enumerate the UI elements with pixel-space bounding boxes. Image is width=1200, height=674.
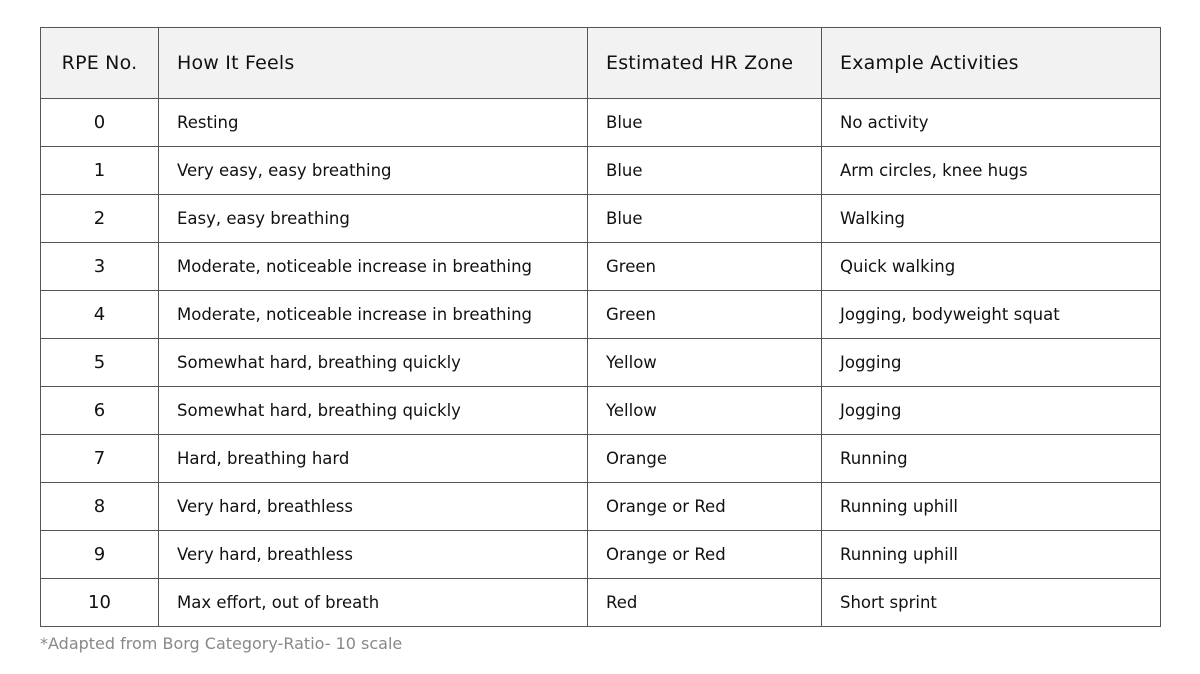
cell-how-it-feels: Resting (159, 99, 588, 147)
cell-how-it-feels: Hard, breathing hard (159, 435, 588, 483)
rpe-table (40, 27, 1161, 627)
table-row (41, 387, 1161, 435)
table-row (41, 243, 1161, 291)
table-row (41, 579, 1161, 627)
cell-example-activities: Quick walking (822, 243, 1161, 291)
cell-how-it-feels: Very hard, breathless (159, 531, 588, 579)
cell-rpe-number: 10 (41, 579, 159, 627)
cell-example-activities: Short sprint (822, 579, 1161, 627)
cell-rpe-number: 0 (41, 99, 159, 147)
table-header-row (41, 28, 1161, 99)
cell-how-it-feels: Easy, easy breathing (159, 195, 588, 243)
cell-hr-zone: Yellow (588, 387, 822, 435)
cell-hr-zone: Orange or Red (588, 483, 822, 531)
header-hr-zone: Estimated HR Zone (588, 28, 822, 99)
cell-how-it-feels: Somewhat hard, breathing quickly (159, 387, 588, 435)
cell-example-activities: Walking (822, 195, 1161, 243)
table-row (41, 435, 1161, 483)
cell-hr-zone: Blue (588, 147, 822, 195)
cell-hr-zone: Blue (588, 99, 822, 147)
cell-how-it-feels: Very easy, easy breathing (159, 147, 588, 195)
table-row (41, 291, 1161, 339)
cell-rpe-number: 2 (41, 195, 159, 243)
cell-hr-zone: Yellow (588, 339, 822, 387)
table-row (41, 195, 1161, 243)
cell-example-activities: No activity (822, 99, 1161, 147)
header-example-activities: Example Activities (822, 28, 1161, 99)
cell-hr-zone: Green (588, 291, 822, 339)
cell-rpe-number: 7 (41, 435, 159, 483)
table-row (41, 531, 1161, 579)
cell-rpe-number: 6 (41, 387, 159, 435)
cell-rpe-number: 1 (41, 147, 159, 195)
cell-rpe-number: 5 (41, 339, 159, 387)
cell-hr-zone: Red (588, 579, 822, 627)
cell-how-it-feels: Very hard, breathless (159, 483, 588, 531)
cell-how-it-feels: Somewhat hard, breathing quickly (159, 339, 588, 387)
cell-how-it-feels: Moderate, noticeable increase in breathing (159, 291, 588, 339)
cell-rpe-number: 8 (41, 483, 159, 531)
cell-example-activities: Running (822, 435, 1161, 483)
table-row (41, 483, 1161, 531)
cell-example-activities: Running uphill (822, 531, 1161, 579)
footnote: *Adapted from Borg Category-Ratio- 10 scale (40, 634, 403, 653)
cell-example-activities: Running uphill (822, 483, 1161, 531)
cell-example-activities: Jogging (822, 387, 1161, 435)
cell-hr-zone: Green (588, 243, 822, 291)
header-rpe-no: RPE No. (41, 28, 159, 99)
cell-rpe-number: 3 (41, 243, 159, 291)
cell-rpe-number: 9 (41, 531, 159, 579)
cell-rpe-number: 4 (41, 291, 159, 339)
cell-how-it-feels: Max effort, out of breath (159, 579, 588, 627)
cell-example-activities: Arm circles, knee hugs (822, 147, 1161, 195)
cell-example-activities: Jogging (822, 339, 1161, 387)
cell-example-activities: Jogging, bodyweight squat (822, 291, 1161, 339)
table-row (41, 339, 1161, 387)
cell-hr-zone: Orange (588, 435, 822, 483)
header-how-it-feels: How It Feels (159, 28, 588, 99)
cell-hr-zone: Blue (588, 195, 822, 243)
cell-hr-zone: Orange or Red (588, 531, 822, 579)
cell-how-it-feels: Moderate, noticeable increase in breathing (159, 243, 588, 291)
table-row (41, 99, 1161, 147)
table-row (41, 147, 1161, 195)
